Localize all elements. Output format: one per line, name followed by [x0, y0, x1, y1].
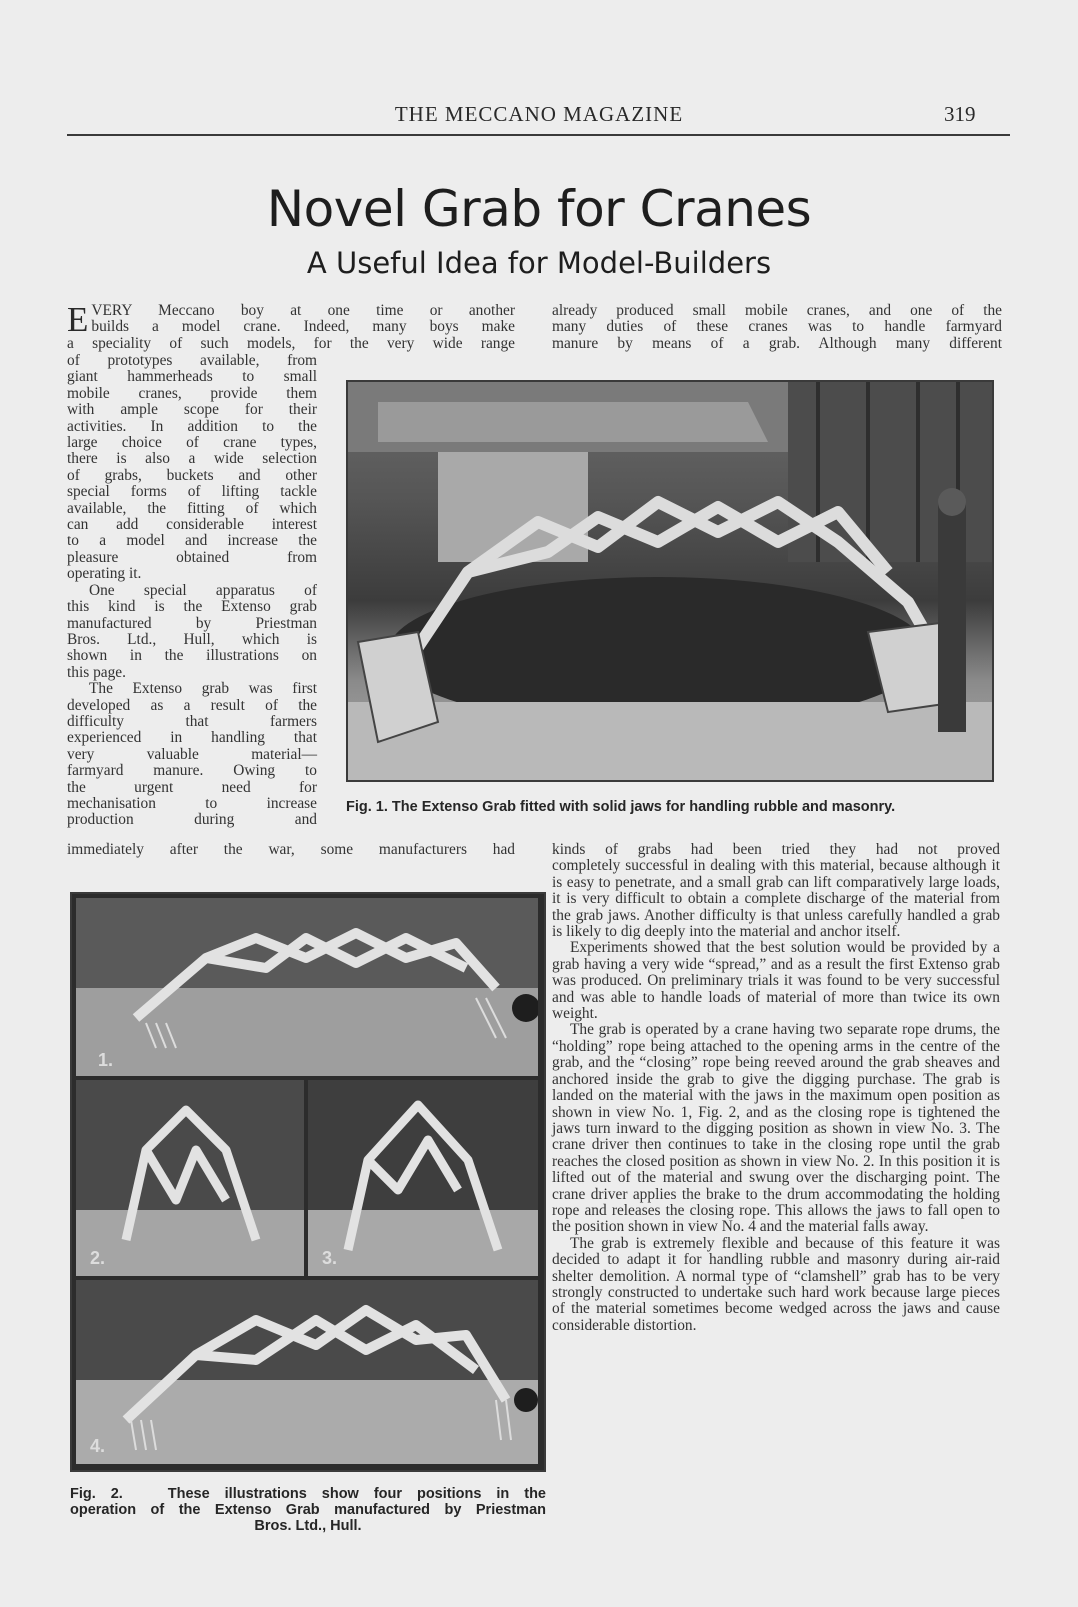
text-line: this kind is the Extenso grab — [67, 598, 317, 616]
text-line: manure by means of a grab. Although many different — [552, 334, 1002, 352]
text-line: VERY Meccano boy at one time or another — [91, 302, 515, 319]
text-line: Bros. Ltd., Hull, which is — [67, 630, 317, 648]
text-line: operating it. — [67, 565, 142, 583]
fig1-caption: Fig. 1. The Extenso Grab fitted with solid jaws for handling rubble and masonry. — [346, 799, 896, 815]
paragraph: The grab is operated by a crane having two separate rope drums, the “holding” rope being attached to the opening arms in the centre of the grab, and the “closing” rope being reeved around the grab sheaves and anchored inside the grab to give the digging purchase. The grab is landed on the material with the jaws in the maximum open position as shown in view No. 1, Fig. 2, and as the closing rope is tightened the jaws turn inward to the digging position as shown in view No. 3. The crane driver then continues to take in the closing rope until the grab reaches the closed position as shown in view No. 2. In this position it is lifted out of the material and swung over the discharging point. The crane driver applies the brake to the drum accommodating the holding rope and releases the closing rope. This allows the jaws to fall open to the position shown in view No. 4 and the material falls away. — [552, 1021, 1000, 1236]
fig2-panel-4 — [76, 1280, 538, 1464]
text-line: can add considerable interest — [67, 516, 317, 534]
grab-illustration-fig1 — [348, 382, 992, 780]
col1-bottom-text — [67, 842, 515, 858]
text-line: giant hammerheads to small — [67, 368, 317, 386]
col1-top-text-2 — [67, 336, 515, 352]
col2-top-text — [552, 303, 1002, 352]
text-line: immediately after the war, some manufacturers had — [67, 841, 515, 858]
fig2-panel-1 — [76, 898, 538, 1076]
article-subtitle: A Useful Idea for Model-Builders — [306, 246, 772, 280]
text-line: large choice of crane types, — [67, 434, 317, 452]
text-line: of prototypes available, from — [67, 352, 317, 369]
text-line: mechanisation to increase — [67, 794, 317, 812]
text-line: a speciality of such models, for the very wide range — [67, 335, 515, 352]
panel-number: 1. — [98, 1050, 114, 1070]
text-line: very valuable material— — [67, 745, 317, 763]
text-line: shown in the illustrations on — [67, 647, 317, 665]
drop-cap: E — [67, 300, 89, 339]
running-title: THE MECCANO MAGAZINE — [394, 102, 684, 126]
grab-closed-illustration — [76, 1080, 304, 1276]
text-line: the urgent need for — [67, 778, 317, 796]
text-line: this page. — [67, 663, 126, 681]
text-line: there is also a wide selection — [67, 450, 317, 468]
panel-number: 3. — [322, 1248, 338, 1268]
text-line: The Extenso grab was first — [89, 680, 317, 698]
text-line: developed as a result of the — [67, 696, 317, 714]
text-line: available, the fitting of which — [67, 499, 317, 517]
text-line: kinds of grabs had been tried they had not proved — [552, 841, 1000, 858]
header-rule — [67, 134, 1010, 136]
grab-discharging-illustration — [76, 1280, 538, 1464]
text-line: experienced in handling that — [67, 729, 317, 747]
text-line: difficulty that farmers — [67, 712, 317, 730]
paragraph: The grab is extremely flexible and because of this feature it was decided to adapt it for handling rubble and masonry during air-raid shelter demolition. A normal type of “clamshell” grab has to be very strongly constructed to undertake such hard work because large pieces of the material sometimes become wedged across the jaws and cause considerable distortion. — [552, 1234, 1000, 1334]
caption-line: Fig. 2. These illustrations show four positions in the — [70, 1486, 546, 1502]
text-line: builds a model crane. Indeed, many boys make — [91, 318, 515, 336]
paragraph: Experiments showed that the best solution would be provided by a grab having a very wide “spread,” and as a result the first Extenso grab was produced. On preliminary trials it was found to be very successful and was able to handle loads of material of more than twice its own weight. — [552, 939, 1000, 1023]
text-line: farmyard manure. Owing to — [67, 762, 317, 780]
grab-open-illustration — [76, 898, 538, 1076]
panel-number: 4. — [90, 1436, 106, 1456]
text-line: with ample scope for their — [67, 401, 317, 419]
fig1-photo — [346, 380, 994, 782]
article-title: Novel Grab for Cranes — [266, 180, 812, 238]
caption-line: Bros. Ltd., Hull. — [254, 1518, 362, 1534]
panel-number: 2. — [90, 1248, 106, 1268]
col2-lower-text — [552, 842, 1000, 1334]
fig2-caption — [70, 1486, 546, 1534]
text-line: pleasure obtained from — [67, 548, 317, 566]
text-line: special forms of lifting tackle — [67, 483, 317, 501]
grab-digging-illustration — [308, 1080, 538, 1276]
text-line: of grabs, buckets and other — [67, 466, 317, 484]
text-line: manufactured by Priestman — [67, 614, 317, 632]
fig2-panel-3 — [308, 1080, 538, 1276]
text-line: to a model and increase the — [67, 532, 317, 550]
fig2-frame — [70, 892, 546, 1472]
page-number: 319 — [944, 102, 976, 126]
text-line: production during and — [67, 811, 317, 829]
text-line: One special apparatus of — [89, 581, 317, 599]
col1-top-text — [67, 300, 515, 339]
col1-narrow-text — [67, 353, 317, 829]
text-line: activities. In addition to the — [67, 417, 317, 435]
text-line: already produced small mobile cranes, and one of the — [552, 302, 1002, 319]
text-line: mobile cranes, provide them — [67, 384, 317, 402]
caption-line: operation of the Extenso Grab manufactured by Priestman — [70, 1502, 546, 1518]
text-line: many duties of these cranes was to handle farmyard — [552, 318, 1002, 336]
paragraph: completely successful in dealing with this material, because although it is easy to penetrate, and a small grab can lift comparatively large loads, it is very difficult to obtain a complete discharge of the material from the grab jaws. Another difficulty is that unless carefully handled a grab is likely to dig deeply into the material and anchor itself. — [552, 857, 1000, 941]
fig2-panel-2 — [76, 1080, 304, 1276]
